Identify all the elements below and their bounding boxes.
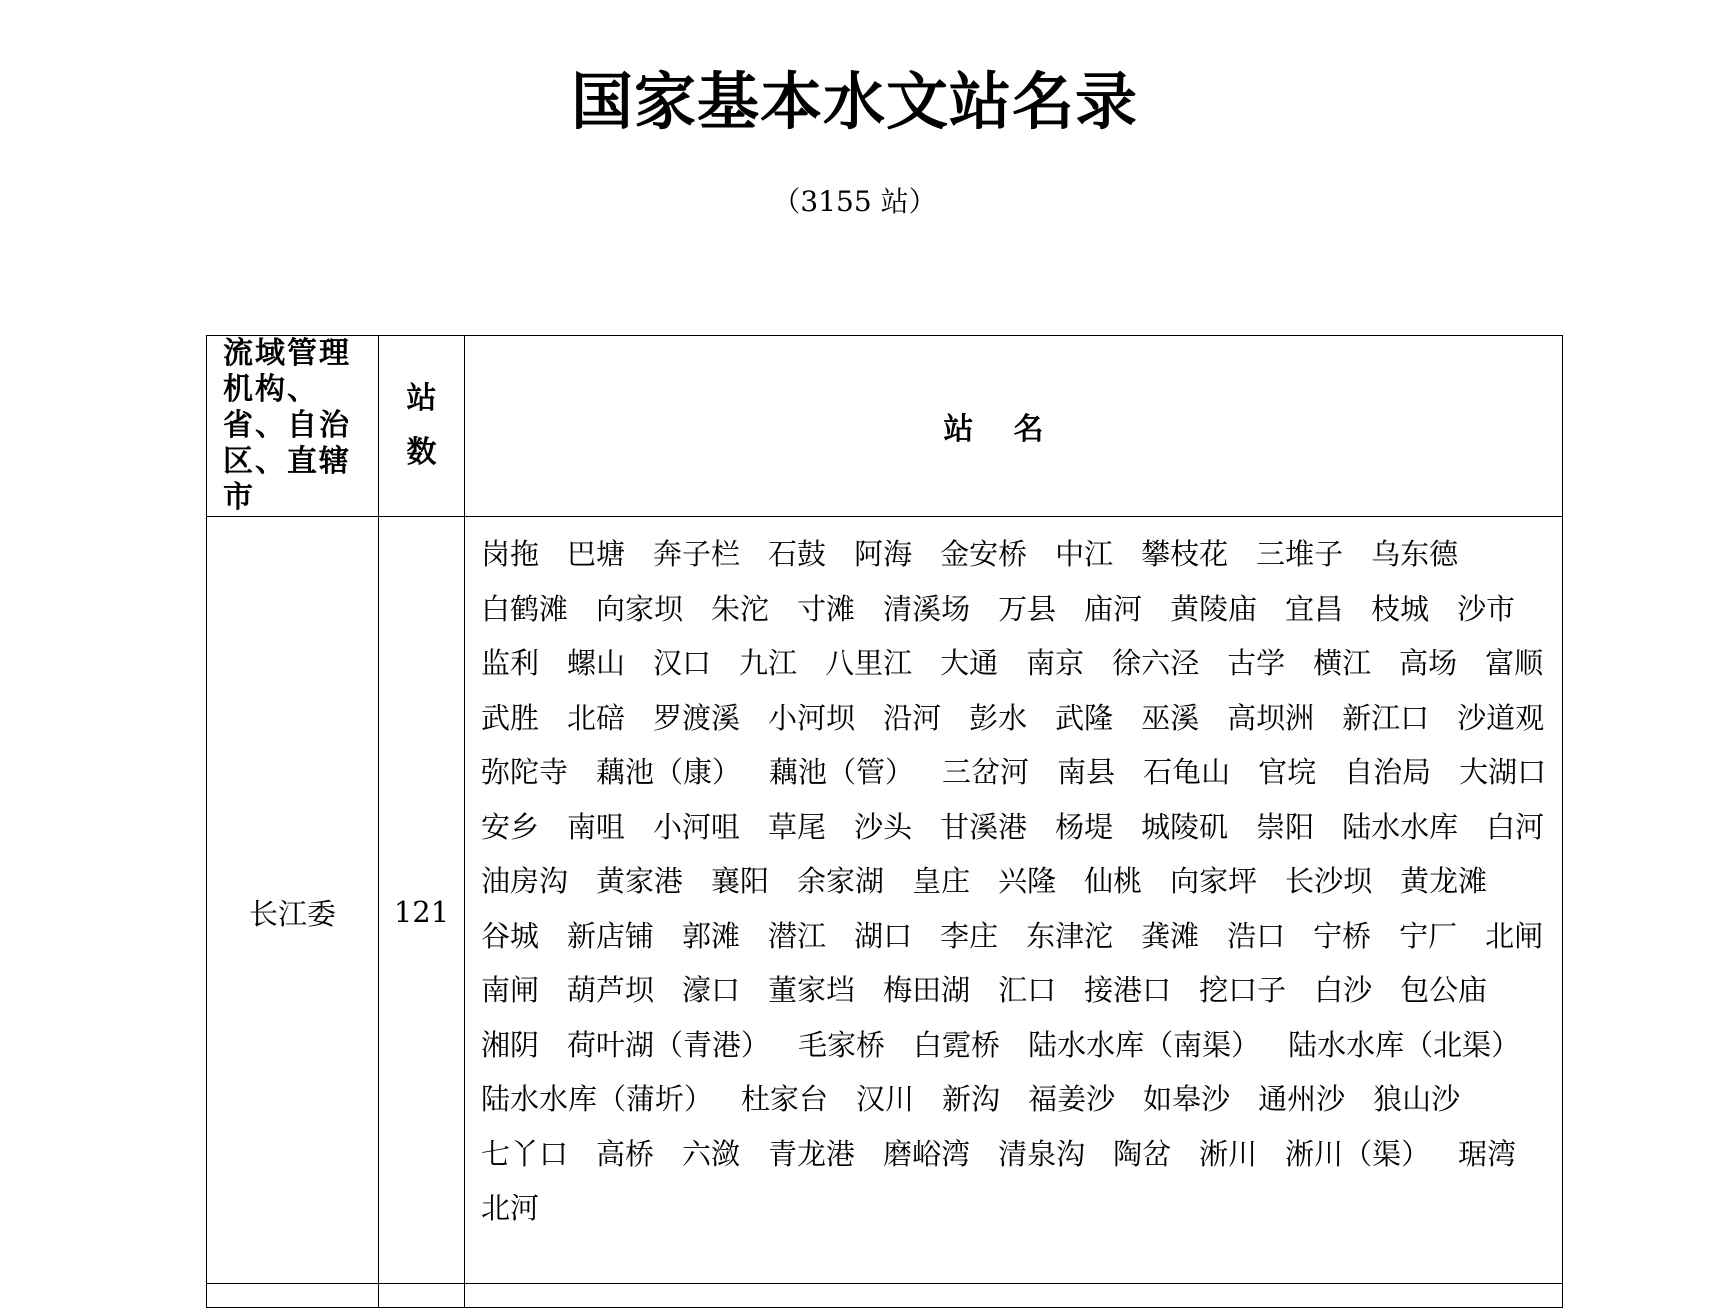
station-name: 油房沟 <box>481 864 569 898</box>
station-name: 白沙 <box>1314 973 1373 1007</box>
station-name: 淅川 <box>1199 1136 1258 1171</box>
station-name: 宜昌 <box>1285 591 1344 626</box>
station-name: 陆水水库（南渠） <box>1028 1027 1261 1062</box>
station-name: 青龙港 <box>768 1136 856 1171</box>
station-name: 寸滩 <box>797 591 856 626</box>
table-continuation-rule <box>206 1283 1562 1284</box>
station-name: 三堆子 <box>1256 537 1344 571</box>
station-name: 城陵矶 <box>1141 809 1229 844</box>
station-name: 清溪场 <box>883 591 971 626</box>
station-name: 小河坝 <box>768 700 856 735</box>
station-name: 新江口 <box>1342 700 1430 735</box>
station-name: 长沙坝 <box>1285 864 1373 898</box>
station-name: 杜家台 <box>741 1082 829 1116</box>
station-name: 崇阳 <box>1256 809 1315 844</box>
station-name: 葫芦坝 <box>567 973 655 1007</box>
station-name: 阿海 <box>854 537 913 571</box>
station-name: 藕池（康） <box>596 755 742 789</box>
station-name: 白河 <box>1486 809 1545 844</box>
header-names: 站名 <box>465 336 1563 517</box>
station-name: 九江 <box>739 646 798 680</box>
station-name: 螺山 <box>567 646 626 680</box>
station-name: 藕池（管） <box>769 755 915 789</box>
station-name: 金安桥 <box>940 537 1028 571</box>
station-name: 小河咀 <box>653 809 741 844</box>
station-name: 接港口 <box>1084 973 1172 1007</box>
station-name: 高场 <box>1399 646 1458 680</box>
station-name: 余家湖 <box>797 864 885 898</box>
station-name: 福姜沙 <box>1028 1082 1116 1116</box>
station-name: 三岔河 <box>942 755 1030 789</box>
station-name: 中江 <box>1055 537 1114 571</box>
station-name: 富顺 <box>1485 646 1544 680</box>
station-name: 北闸 <box>1485 918 1544 953</box>
station-name: 安乡 <box>481 809 540 844</box>
station-name: 徐六泾 <box>1112 646 1200 680</box>
station-name: 古学 <box>1227 646 1286 680</box>
station-name: 罗渡溪 <box>653 700 741 735</box>
row-station-names <box>465 517 1563 1308</box>
station-name: 汉川 <box>856 1082 915 1116</box>
station-name: 新沟 <box>942 1082 1001 1116</box>
station-name: 武隆 <box>1055 700 1114 735</box>
station-name: 石鼓 <box>768 537 827 571</box>
station-name: 七丫口 <box>481 1136 569 1171</box>
station-name: 董家垱 <box>768 973 856 1007</box>
station-name: 汇口 <box>998 973 1057 1007</box>
station-name: 大通 <box>940 646 999 680</box>
station-name: 龚滩 <box>1141 918 1200 953</box>
station-name: 荷叶湖（青港） <box>567 1027 771 1062</box>
station-name: 仙桃 <box>1084 864 1143 898</box>
row-org: 长江委 <box>207 517 379 1308</box>
station-name: 朱沱 <box>711 591 770 626</box>
table-header-row <box>207 336 1563 517</box>
station-name: 宁桥 <box>1313 918 1372 953</box>
station-name: 高桥 <box>596 1136 655 1171</box>
station-name: 万县 <box>998 591 1057 626</box>
station-name: 宁厂 <box>1399 918 1458 953</box>
station-name: 南闸 <box>481 973 540 1007</box>
station-name: 草尾 <box>768 809 827 844</box>
station-name: 八里江 <box>825 646 913 680</box>
station-name: 包公庙 <box>1400 973 1488 1007</box>
station-name: 郭滩 <box>682 918 741 953</box>
station-name: 梅田湖 <box>883 973 971 1007</box>
station-name: 沙头 <box>854 809 913 844</box>
station-name: 琚湾 <box>1458 1136 1517 1171</box>
station-name: 向家坝 <box>596 591 684 626</box>
station-name: 浩口 <box>1227 918 1286 953</box>
station-name: 北河 <box>481 1191 540 1225</box>
station-name: 新店铺 <box>567 918 655 953</box>
station-name: 沙市 <box>1457 591 1516 626</box>
station-name: 陆水水库（北渠） <box>1288 1027 1521 1062</box>
station-name: 甘溪港 <box>940 809 1028 844</box>
station-name: 武胜 <box>481 700 540 735</box>
station-name: 湘阴 <box>481 1027 540 1062</box>
station-name: 彭水 <box>969 700 1028 735</box>
station-name: 湖口 <box>854 918 913 953</box>
station-name: 白鹤滩 <box>481 591 569 626</box>
station-name: 濠口 <box>682 973 741 1007</box>
station-directory-table <box>206 335 1563 1308</box>
station-name: 黄家港 <box>596 864 684 898</box>
station-name: 谷城 <box>481 918 540 953</box>
station-name: 弥陀寺 <box>481 755 569 789</box>
station-name-list <box>481 527 1548 1236</box>
station-name: 枝城 <box>1371 591 1430 626</box>
station-name: 白霓桥 <box>913 1027 1001 1062</box>
station-name: 巫溪 <box>1141 700 1200 735</box>
station-name: 横江 <box>1313 646 1372 680</box>
station-name: 陆水水库（蒲圻） <box>481 1082 714 1116</box>
station-name: 乌东德 <box>1371 537 1459 571</box>
station-name: 巴塘 <box>567 537 626 571</box>
station-name: 奔子栏 <box>653 537 741 571</box>
station-name: 北碚 <box>567 700 626 735</box>
station-name: 陆水水库 <box>1342 809 1459 844</box>
table-row <box>207 517 1563 1308</box>
station-name: 黄龙滩 <box>1400 864 1488 898</box>
header-count: 站数 <box>379 336 465 517</box>
station-name: 皇庄 <box>912 864 971 898</box>
station-name: 李庄 <box>940 918 999 953</box>
station-name: 大湖口 <box>1459 755 1547 789</box>
station-name: 潜江 <box>768 918 827 953</box>
station-name: 襄阳 <box>711 864 770 898</box>
station-name: 自治局 <box>1344 755 1432 789</box>
station-name: 向家坪 <box>1170 864 1258 898</box>
station-name: 杨堤 <box>1055 809 1114 844</box>
station-name: 攀枝花 <box>1141 537 1229 571</box>
station-name: 磨峪湾 <box>883 1136 971 1171</box>
station-name: 庙河 <box>1084 591 1143 626</box>
station-name: 石龟山 <box>1143 755 1231 789</box>
station-name: 东津沱 <box>1026 918 1114 953</box>
station-name: 监利 <box>481 646 540 680</box>
station-name: 如皋沙 <box>1143 1082 1231 1116</box>
station-name: 兴隆 <box>998 864 1057 898</box>
station-name: 狼山沙 <box>1373 1082 1461 1116</box>
station-name: 陶岔 <box>1113 1136 1172 1171</box>
document-title: 国家基本水文站名录 <box>570 65 1138 138</box>
station-name: 岗拖 <box>481 537 540 571</box>
station-name: 六潋 <box>682 1136 741 1171</box>
station-name: 沙道观 <box>1457 700 1545 735</box>
station-name: 毛家桥 <box>798 1027 886 1062</box>
station-name: 南咀 <box>567 809 626 844</box>
document-subtitle: （3155 站） <box>772 185 937 218</box>
station-name: 南京 <box>1026 646 1085 680</box>
header-org: 流域管理机构、省、自治区、直辖市 <box>207 336 379 517</box>
station-name: 挖口子 <box>1199 973 1287 1007</box>
station-name: 官垸 <box>1258 755 1317 789</box>
station-name: 淅川（渠） <box>1285 1136 1431 1171</box>
station-name: 南县 <box>1057 755 1116 789</box>
station-name: 汉口 <box>653 646 712 680</box>
row-count: 121 <box>379 517 465 1308</box>
station-name: 清泉沟 <box>998 1136 1086 1171</box>
station-name: 沿河 <box>883 700 942 735</box>
station-name: 高坝洲 <box>1227 700 1315 735</box>
station-name: 通州沙 <box>1258 1082 1346 1116</box>
station-name: 黄陵庙 <box>1170 591 1258 626</box>
